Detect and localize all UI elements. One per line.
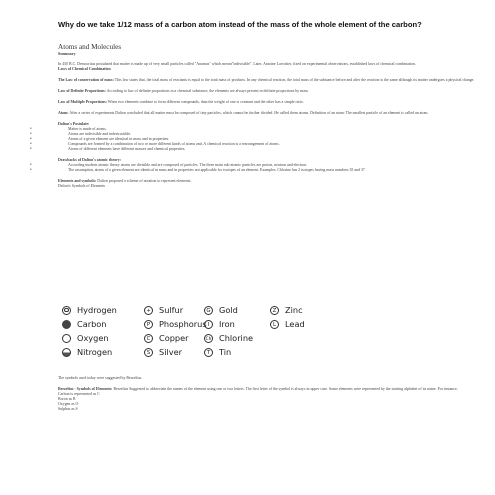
example-item: Sulphur as S [58,407,78,411]
element-symbol-carbon [62,319,107,329]
symbols-label: Elements and symbols: [58,179,97,183]
law-definite-label: Law of Definite Proportions: [58,89,106,93]
symbols-note: The symbols used today were suggested by Berzelius. [58,376,143,380]
symbols-text: Dalton proposed a scheme of notation to represent elements. [97,179,192,183]
element-symbol-sulfur [144,305,183,315]
element-symbol-zinc [270,305,303,315]
dalton-symbol-icon [62,320,71,329]
example-item: Oxygen as O [58,402,79,406]
dalton-symbol-icon: L [270,320,279,329]
dalton-symbol-icon [62,348,71,357]
dalton-symbol-icon: S [144,348,153,357]
postulates-heading: Dalton's Postulate: [58,122,90,126]
postulate-item: • Matter is made of atoms. [58,127,478,132]
dalton-symbol-icon: Ch [204,334,213,343]
element-symbol-silver [144,347,182,357]
intro-paragraph: In 450 B.C. Democritus postulated that matter is made up of very small particles called "Anamus" which meant"indivisible". Later, Antoine Lavoisier, fixed on experimental observations, established laws of chemical combination. [58,62,416,66]
dalton-symbol-icon: I [204,320,213,329]
element-symbol-gold [204,305,238,315]
symbols-caption: Dalton's Symbols of Elements [58,184,106,188]
dalton-symbol-icon: T [204,348,213,357]
postulate-item: • Compounds are formed by a combination of two or more different kinds of atoms and, A chemical reaction is a rearrangement of atoms. [58,142,478,147]
question-heading: Why do we take 1/12 mass of a carbon atom instead of the mass of the whole element of the carbon? [58,20,422,29]
element-symbol-copper [144,333,189,343]
drawback-item: • The assumption, atoms of a given element are identical in mass and in properties not applicable for isotopes of an element. Examples: Chlorine has 2 isotopes having mass numbers 35 and 37 [58,168,478,173]
laws-heading: Laws of Chemical Combination [58,67,111,71]
element-name: Sulfur [159,305,184,315]
atom-paragraph [58,111,478,116]
element-symbol-tin [204,347,231,357]
element-symbol-iron [204,319,235,329]
element-name: Copper [159,333,189,343]
drawbacks-heading: Drawbacks of Dalton's atomic theory: [58,158,122,162]
element-symbol-chlorine [204,333,253,343]
law-multiple-label: Law of Multiple Proportions: [58,100,107,104]
element-name: Tin [219,347,232,357]
atom-label: Atom: [58,111,69,115]
element-name: Phosphorus [159,319,207,329]
element-name: Nitrogen [77,347,113,357]
doc-subtitle: Summary [58,51,76,56]
element-name: Zinc [285,305,303,315]
dalton-symbol-icon [62,334,71,343]
berzelius-paragraph [58,387,478,392]
postulate-item: • Atoms of a given element are identical in mass and in properties. [58,137,478,142]
element-symbol-phosphorus [144,319,207,329]
element-name: Iron [219,319,235,329]
element-name: Oxygen [77,333,109,343]
doc-title: Atoms and Molecules [58,43,122,51]
dalton-symbol-icon: Z [270,306,279,315]
dalton-symbol-icon: G [204,306,213,315]
berzelius-label: Berzelius - Symbols of Elements: [58,387,113,391]
element-name: Silver [159,347,182,357]
drawback-item: • According modern atomic theory atoms are divisible and are composed of particles. The three main sub-atomic particles are proton, neutron and electron. [58,163,478,168]
element-name: Gold [219,305,238,315]
element-name: Chlorine [219,333,254,343]
dalton-symbol-icon [62,306,71,315]
atom-text: After a series of experiments Dalton concluded that all matter must be composed of tiny particles, which cannot be further divided. He called them atoms. Definition of an atom: The smallest particle of an element is called an atom. [69,111,429,115]
law-conservation-label: The Law of conservation of mass: [58,78,114,82]
example-item: Boron as B [58,397,76,401]
berzelius-text: Berzelius Suggested to abbreviate the names of the element using one or two letters. The first letter of the symbol is always in upper case. Some elements were represented by the starting alphabet of its name. For instance, [113,387,458,391]
element-symbol-hydrogen [62,305,117,315]
law-definite-text: According to law of definite proportions in a chemical substance, the elements are always present in definite proportions by mass [106,89,308,93]
law-conservation-text: This law states that, the total mass of reactants is equal to the total mass of products. In any chemical reaction, the total mass of the substance before and after the reaction is the same although its matter undergoes a physical change. [114,78,475,82]
dalton-symbol-icon: P [144,320,153,329]
element-symbol-nitrogen [62,347,112,357]
element-symbol-oxygen [62,333,109,343]
example-item: Carbon is represented as C [58,392,100,396]
dalton-symbol-icon: + [144,306,153,315]
element-name: Hydrogen [77,305,117,315]
document-body [58,43,478,189]
element-symbol-lead [270,319,305,329]
berzelius-section [58,376,478,412]
element-name: Lead [285,319,305,329]
law-conservation [58,78,478,83]
element-name: Carbon [77,319,107,329]
law-multiple-text: When two elements combine to form different compounds, than the weight of one is constant and the other has a simple ratio. [107,100,304,104]
postulate-item: • Atoms are indivisible and indestructible. [58,132,478,137]
dalton-symbol-icon: C [144,334,153,343]
postulate-item: • Atoms of different elements have different masses and chemical properties. [58,147,478,152]
